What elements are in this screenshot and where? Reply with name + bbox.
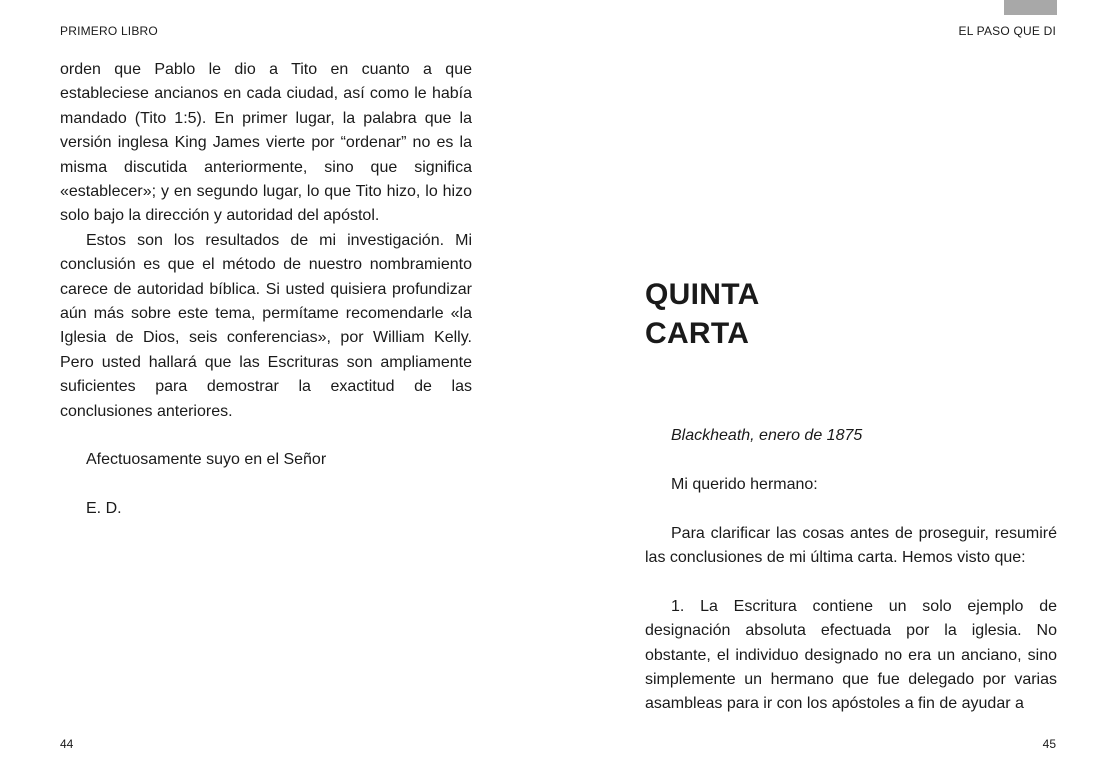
right-paragraph-summary: Para clarificar las cosas antes de proseguir, resumiré las conclusiones de mi última carta. Hemos visto que: (645, 524, 1057, 566)
left-paragraph-continued: orden que Pablo le dio a Tito en cuanto a que estableciese ancianos en cada ciudad, así como le había mandado (Tito 1:5). En primer lugar, la palabra que la versión inglesa King James vierte por “ordenar” no es la misma discutida anteriormente, sino que significa «establecer»; y en segundo lugar, lo que Tito hizo, lo hizo solo bajo la dirección y autoridad del apóstol. (60, 61, 472, 225)
right-page-body (645, 424, 1057, 717)
running-head-right: EL PASO QUE DI (958, 24, 1056, 38)
letter-salutation: Mi querido hermano: (671, 475, 818, 493)
running-head-left: PRIMERO LIBRO (60, 24, 158, 38)
chapter-title (645, 275, 760, 353)
left-page-body (60, 58, 472, 522)
page-number-left: 44 (60, 737, 74, 751)
chapter-title-line-1: QUINTA (645, 278, 760, 311)
letter-closing: Afectuosamente suyo en el Señor (86, 451, 327, 469)
corner-tab-marker (1004, 0, 1057, 15)
chapter-title-line-2: CARTA (645, 317, 750, 350)
right-paragraph-point-1: 1. La Escritura contiene un solo ejemplo de designación absoluta efectuada por la iglesia. No obstante, el individuo designado no era un anciano, sino simplemente un hermano que fue delegado por varias asambleas para ir con los apóstoles a fin de ayudar a (645, 597, 1057, 713)
page-number-right: 45 (1042, 737, 1056, 751)
letter-place-date: Blackheath, enero de 1875 (671, 427, 863, 444)
letter-signature: E. D. (86, 500, 122, 518)
left-paragraph-conclusion: Estos son los resultados de mi investigación. Mi conclusión es que el método de nuestro nombramiento carece de autoridad bíblica. Si usted quisiera profundizar aún más sobre este tema, permítame recomendarle «la Iglesia de Dios, seis conferencias», por William Kelly. Pero usted hallará que las Escrituras son ampliamente suficientes para demostrar la exactitud de las conclusiones anteriores. (60, 231, 472, 420)
